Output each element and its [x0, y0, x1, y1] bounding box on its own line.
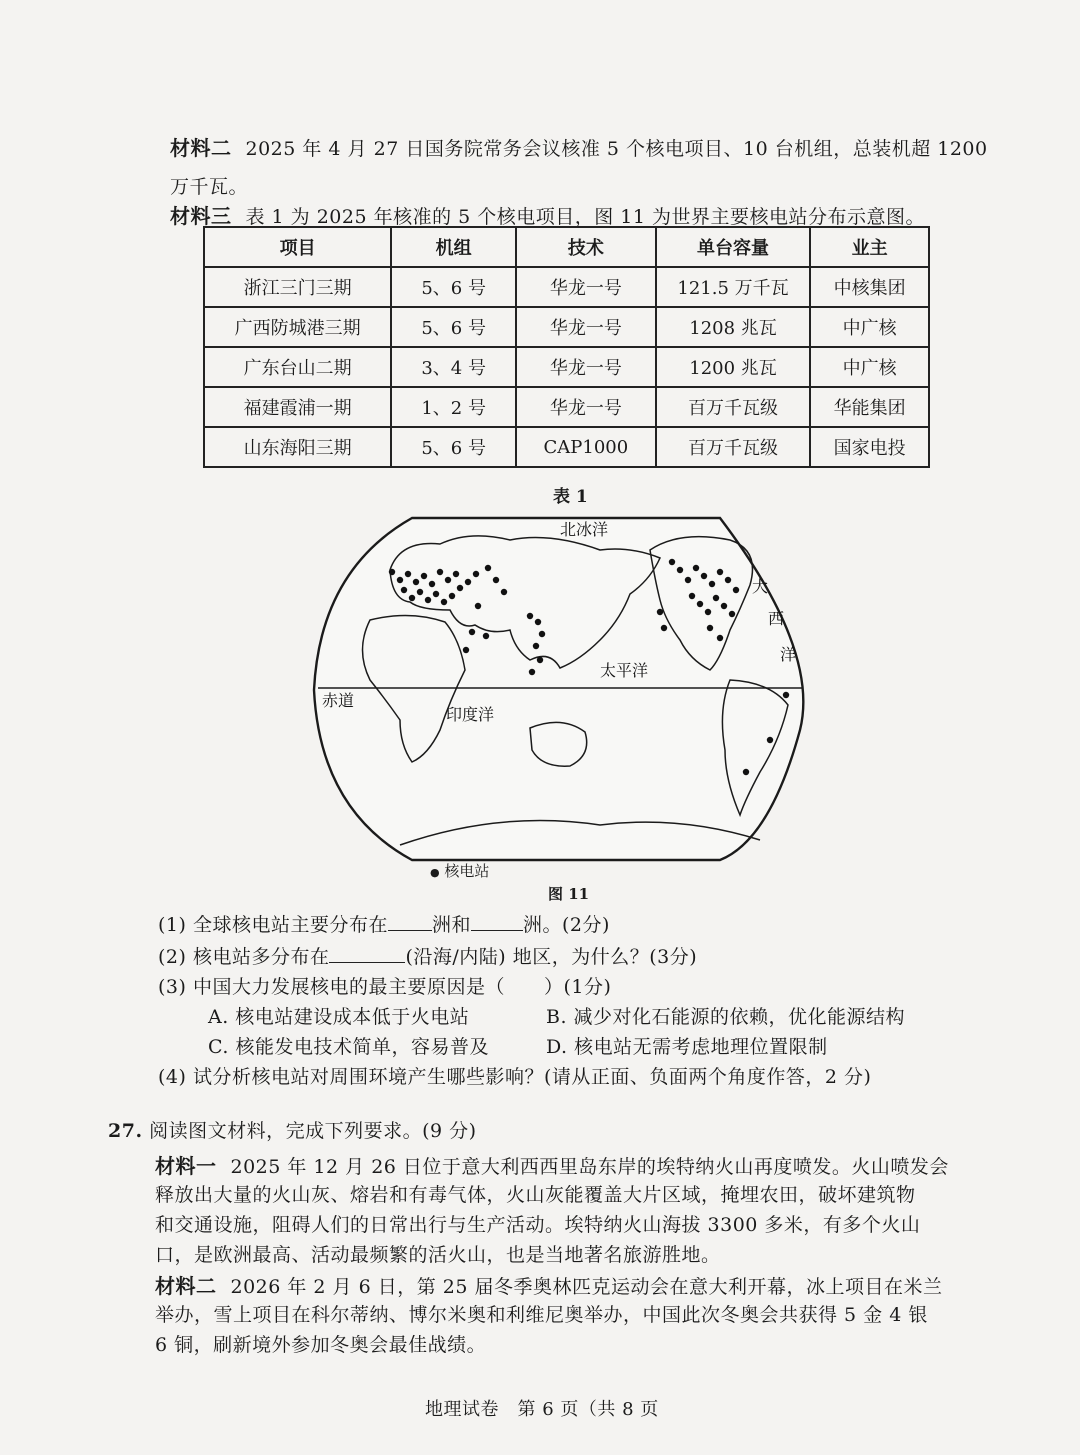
nuclear-plant-dot: [409, 595, 415, 601]
nuclear-plant-dot: [529, 669, 535, 675]
table-cell: 5、6 号: [391, 267, 516, 307]
paragraph-line: 2026 年 2 月 6 日，第 25 届冬季奥林匹克运动会在意大利开幕，冰上项目在米兰: [230, 1276, 943, 1298]
nuclear-plant-dot: [693, 565, 699, 571]
nuclear-plant-dot: [709, 581, 715, 587]
nuclear-plant-dot: [469, 629, 475, 635]
nuclear-plant-dot: [441, 599, 447, 605]
nuclear-plant-dot: [717, 569, 723, 575]
nuclear-plant-dot: [485, 565, 491, 571]
nuclear-plant-dot: [661, 625, 667, 631]
nuclear-plant-dot: [457, 585, 463, 591]
table-cell: 1208 兆瓦: [656, 307, 811, 347]
nuclear-plant-dot: [493, 577, 499, 583]
table-cell: 广西防城港三期: [204, 307, 391, 347]
question-text: (沿海/内陆) 地区，为什么？(3分): [405, 946, 698, 968]
option-c[interactable]: C. 核能发电技术简单，容易普及: [208, 1036, 489, 1058]
nuclear-plant-dot: [463, 647, 469, 653]
table-cell: 中核集团: [810, 267, 929, 307]
equator-label: 赤道: [322, 691, 355, 710]
question-text: 洲。(2分): [523, 914, 610, 936]
nuclear-plant-dot: [721, 603, 727, 609]
nuclear-plant-dot: [425, 597, 431, 603]
table-cell: 华龙一号: [516, 347, 656, 387]
table-cell: 3、4 号: [391, 347, 516, 387]
table-cell: 中广核: [810, 347, 929, 387]
nuclear-plant-dot: [743, 769, 749, 775]
question-text: 阅读图文材料，完成下列要求。(9 分): [149, 1120, 477, 1142]
table-header: 单台容量: [656, 227, 811, 267]
nuclear-plant-dot: [533, 643, 539, 649]
question-27-title: [108, 1116, 477, 1143]
nuclear-plant-dot: [669, 559, 675, 565]
question-3: [158, 972, 611, 999]
nuclear-plant-dot: [689, 593, 695, 599]
question-text: 中国大力发展核电的最主要原因是（ ）(1分): [192, 976, 612, 998]
paragraph-line: 和交通设施，阻碍人们的日常出行与生产活动。埃特纳火山海拔 3300 多米，有多个火山: [155, 1214, 921, 1236]
nuclear-plant-dot: [475, 603, 481, 609]
map-caption: 图 11: [548, 885, 590, 903]
nuclear-plant-dot: [539, 631, 545, 637]
answer-blank[interactable]: [329, 946, 405, 963]
question-text: 全球核电站主要分布在: [192, 914, 388, 936]
material2-text: 2025 年 4 月 27 日国务院常务会议核准 5 个核电项目、10 台机组，总装机超 1200: [245, 138, 988, 160]
table-row: [204, 347, 929, 387]
nuclear-plant-dot: [389, 569, 395, 575]
nuclear-plant-dot: [397, 577, 403, 583]
table-cell: 中广核: [810, 307, 929, 347]
question-text: 核电站多分布在: [192, 946, 330, 968]
table-cell: 华龙一号: [516, 387, 656, 427]
question-number: (1): [158, 914, 187, 936]
answer-blank[interactable]: [471, 914, 523, 931]
table-cell: 华能集团: [810, 387, 929, 427]
table-cell: 福建霞浦一期: [204, 387, 391, 427]
table-cell: 5、6 号: [391, 307, 516, 347]
legend-dot-icon: ●: [430, 866, 440, 879]
table-row: [204, 427, 929, 467]
pacific-ocean-label: 太平洋: [600, 661, 649, 680]
paragraph-line: 释放出大量的火山灰、熔岩和有毒气体，火山灰能覆盖大片区域，掩埋农田，破坏建筑物: [155, 1184, 916, 1206]
table-row: [204, 387, 929, 427]
indian-ocean-label: 印度洋: [446, 705, 495, 724]
nuclear-plant-dot: [717, 635, 723, 641]
map-legend: [430, 860, 489, 881]
table-cell: 山东海阳三期: [204, 427, 391, 467]
nuclear-plant-dot: [767, 737, 773, 743]
material2-line1: [170, 132, 988, 161]
paragraph-line: 2025 年 12 月 26 日位于意大利西西里岛东岸的埃特纳火山再度喷发。火山喷发会: [230, 1156, 949, 1178]
table-row: [204, 267, 929, 307]
table-cell: 1200 兆瓦: [656, 347, 811, 387]
nuclear-plant-dot: [453, 571, 459, 577]
table-cell: 华龙一号: [516, 307, 656, 347]
nuclear-plant-dot: [445, 577, 451, 583]
question-number: (3): [158, 976, 187, 998]
q27-material2-line1: [155, 1270, 943, 1299]
table-cell: 1、2 号: [391, 387, 516, 427]
answer-blank[interactable]: [388, 914, 432, 931]
question-text: 试分析核电站对周围环境产生哪些影响？(请从正面、负面两个角度作答，2 分): [192, 1066, 872, 1088]
table-header-row: [204, 227, 929, 267]
question-text: 洲和: [431, 914, 471, 936]
nuclear-plant-dot: [421, 573, 427, 579]
nuclear-plant-dot: [429, 581, 435, 587]
legend-label: 核电站: [444, 862, 490, 880]
nuclear-plant-dot: [537, 657, 543, 663]
arctic-ocean-label: 北冰洋: [560, 520, 609, 539]
material3-label: 材料三: [170, 204, 232, 228]
nuclear-plant-dot: [527, 613, 533, 619]
nuclear-plant-dot: [701, 573, 707, 579]
nuclear-plant-dot: [501, 589, 507, 595]
nuclear-plant-dot: [413, 579, 419, 585]
map-frame: [314, 518, 803, 860]
table-header: 业主: [810, 227, 929, 267]
nuclear-projects-table: [203, 226, 930, 468]
q27-material1-line1: [155, 1150, 949, 1179]
nuclear-plant-dot: [433, 591, 439, 597]
table-cell: 121.5 万千瓦: [656, 267, 811, 307]
paragraph-line: 举办，雪上项目在科尔蒂纳、博尔米奥和利维尼奥举办，中国此次冬奥会共获得 5 金 4 银: [155, 1304, 928, 1326]
question-number: (2): [158, 946, 187, 968]
table-header: 项目: [204, 227, 391, 267]
table-cell: 广东台山二期: [204, 347, 391, 387]
material2-label: 材料二: [155, 1274, 217, 1298]
nuclear-plant-dot: [677, 567, 683, 573]
table-cell: 百万千瓦级: [656, 427, 811, 467]
nuclear-plant-dot: [685, 577, 691, 583]
nuclear-plant-dot: [657, 609, 663, 615]
question-number: 27.: [108, 1120, 143, 1142]
nuclear-plant-dot: [783, 692, 789, 698]
material2-label: 材料二: [170, 136, 232, 160]
option-d[interactable]: D. 核电站无需考虑地理位置限制: [546, 1036, 828, 1058]
nuclear-plant-dot: [417, 589, 423, 595]
question-4: [158, 1062, 871, 1089]
option-a[interactable]: A. 核电站建设成本低于火电站: [208, 1006, 470, 1028]
table-caption: 表 1: [553, 487, 588, 507]
nuclear-plant-dot: [535, 619, 541, 625]
paragraph-line: 口，是欧洲最高、活动最频繁的活火山，也是当地著名旅游胜地。: [155, 1244, 721, 1266]
paragraph-line: 6 铜，刷新境外参加冬奥会最佳战绩。: [155, 1334, 487, 1356]
atlantic-ocean-label-1: 大: [752, 577, 769, 596]
nuclear-plant-dot: [707, 625, 713, 631]
nuclear-plant-dot: [401, 587, 407, 593]
nuclear-plant-dot: [473, 571, 479, 577]
world-nuclear-map: [300, 510, 840, 870]
table-cell: 浙江三门三期: [204, 267, 391, 307]
nuclear-plant-dot: [437, 569, 443, 575]
table-header: 技术: [516, 227, 656, 267]
table-row: [204, 307, 929, 347]
table-cell: 百万千瓦级: [656, 387, 811, 427]
table-cell: CAP1000: [516, 427, 656, 467]
atlantic-ocean-label-2: 西: [768, 609, 785, 628]
question-number: (4): [158, 1066, 187, 1088]
material2-line2: 万千瓦。: [170, 176, 249, 198]
nuclear-plant-dot: [725, 577, 731, 583]
nuclear-plant-dot: [729, 611, 735, 617]
nuclear-plant-dot: [465, 579, 471, 585]
nuclear-plant-dot: [713, 595, 719, 601]
material1-label: 材料一: [155, 1154, 217, 1178]
table-cell: 华龙一号: [516, 267, 656, 307]
table-cell: 国家电投: [810, 427, 929, 467]
nuclear-plant-dot: [449, 593, 455, 599]
question-2: [158, 942, 697, 969]
nuclear-plant-dot: [705, 609, 711, 615]
atlantic-ocean-label-3: 洋: [780, 645, 797, 664]
material3-text: 表 1 为 2025 年核准的 5 个核电项目，图 11 为世界主要核电站分布示意图。: [245, 206, 926, 228]
nuclear-plant-dot: [697, 601, 703, 607]
table-header: 机组: [391, 227, 516, 267]
nuclear-plant-dot: [733, 587, 739, 593]
page-footer: 地理试卷 第 6 页（共 8 页: [425, 1399, 659, 1420]
nuclear-plant-dot: [405, 571, 411, 577]
nuclear-plant-dot: [483, 633, 489, 639]
material3-line: [170, 200, 925, 229]
option-b[interactable]: B. 减少对化石能源的依赖，优化能源结构: [546, 1006, 906, 1028]
question-1: [158, 910, 610, 937]
table-cell: 5、6 号: [391, 427, 516, 467]
